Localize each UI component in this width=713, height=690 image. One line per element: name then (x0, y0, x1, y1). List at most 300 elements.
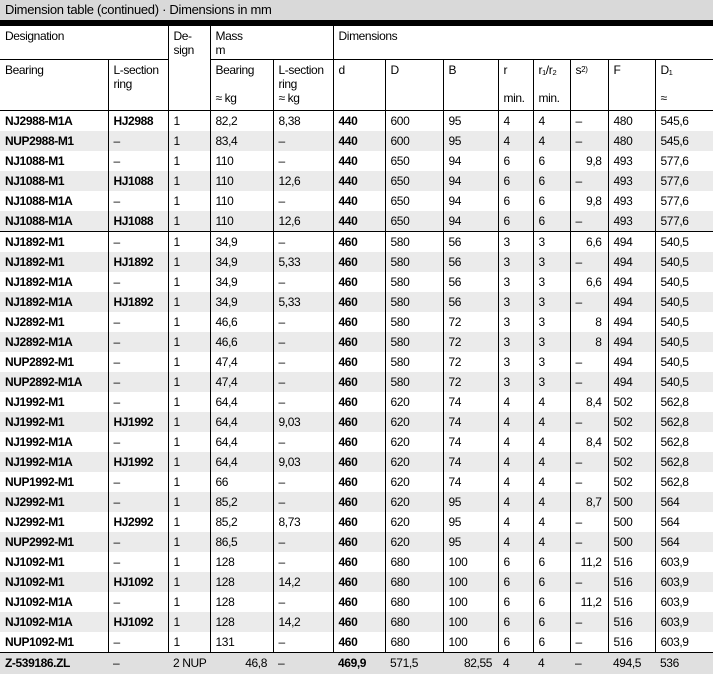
cell-d: 440 (333, 151, 385, 171)
cell-r1r2: 6 (533, 572, 570, 592)
cell-B: 94 (443, 191, 498, 211)
cell-D1: 540,5 (655, 231, 713, 252)
cell-D1: 540,5 (655, 372, 713, 392)
cell-bearing: NJ2892-M1A (5, 334, 73, 349)
cell-B: 72 (443, 352, 498, 372)
cell-s: – (570, 512, 608, 532)
cell-bearing: NJ1892-M1 (0, 231, 108, 252)
cell-mass-lsection: – (273, 312, 333, 332)
cell-D: 680 (385, 632, 443, 653)
cell-mass-lsection: 14,2 (273, 612, 333, 632)
cell-B: 74 (443, 412, 498, 432)
cell-lsection: – (108, 392, 168, 412)
cell-bearing: NUP2892-M1A (5, 374, 82, 389)
cell-bearing: NUP2988-M1 (5, 133, 74, 148)
cell-r1r2: 4 (533, 412, 570, 432)
cell-s: – (570, 472, 608, 492)
label: L-section ring (278, 62, 324, 91)
cell-r1r2: 3 (533, 252, 570, 272)
cell-bearing: NJ2992-M1 (5, 494, 65, 509)
cell-mass-lsection: 9,03 (273, 452, 333, 472)
cell-bearing: NJ1088-M1A (5, 193, 73, 208)
cell-mass-lsection: 5,33 (273, 292, 333, 312)
cell-s: 11,2 (570, 592, 608, 612)
cell-mass-lsection: – (273, 392, 333, 412)
cell-D1: 540,5 (655, 272, 713, 292)
cell-design: 1 (168, 272, 210, 292)
cell-mass-lsection: – (273, 652, 333, 674)
cell-D: 580 (385, 332, 443, 352)
cell-s: – (570, 352, 608, 372)
cell-mass-lsection: 9,03 (273, 412, 333, 432)
cell-r: 4 (498, 412, 533, 432)
cell-s: 9,8 (570, 191, 608, 211)
cell-r1r2: 4 (533, 432, 570, 452)
cell-s: – (570, 292, 608, 312)
cell-design: 1 (168, 552, 210, 572)
cell-design: 1 (168, 432, 210, 452)
cell-r: 6 (498, 572, 533, 592)
cell-d: 460 (333, 432, 385, 452)
cell-d: 460 (333, 532, 385, 552)
cell-lsection: HJ1892 (108, 252, 168, 272)
cell-lsection: – (108, 532, 168, 552)
cell-r1r2: 4 (533, 492, 570, 512)
cell-design: 1 (168, 352, 210, 372)
table-title (0, 0, 713, 20)
cell-mass-bearing: 128 (210, 592, 273, 612)
cell-lsection: HJ1092 (108, 612, 168, 632)
cell-mass-lsection: – (273, 632, 333, 653)
cell-mass-bearing: 131 (210, 632, 273, 653)
cell-F: 494 (608, 272, 655, 292)
cell-d: 460 (333, 552, 385, 572)
cell-design: 1 (168, 332, 210, 352)
cell-D1: 562,8 (655, 392, 713, 412)
cell-D1: 545,6 (655, 110, 713, 131)
cell-lsection: – (108, 312, 168, 332)
cell-design: 1 (168, 292, 210, 312)
cell-D1: 540,5 (655, 352, 713, 372)
cell-r: 4 (498, 472, 533, 492)
cell-F: 494 (608, 352, 655, 372)
cell-bearing: NJ1992-M1A (5, 454, 73, 469)
cell-D: 580 (385, 372, 443, 392)
cell-B: 56 (443, 292, 498, 312)
cell-design: 1 (168, 532, 210, 552)
cell-s: – (570, 652, 608, 674)
cell-s: – (570, 452, 608, 472)
cell-mass-lsection: – (273, 352, 333, 372)
table-row (0, 592, 713, 612)
cell-s: 8 (570, 332, 608, 352)
r-header (498, 59, 533, 110)
cell-bearing: Z-539186.ZL (0, 652, 108, 674)
cell-s: – (570, 632, 608, 653)
cell-mass-lsection: – (273, 131, 333, 151)
cell-D: 580 (385, 352, 443, 372)
cell-mass-bearing: 128 (210, 572, 273, 592)
cell-design: 1 (168, 452, 210, 472)
cell-mass-lsection: – (273, 472, 333, 492)
table-row (0, 612, 713, 632)
cell-s: – (570, 171, 608, 191)
cell-lsection: – (108, 231, 168, 252)
cell-lsection: – (108, 372, 168, 392)
cell-D1: 540,5 (655, 312, 713, 332)
cell-mass-bearing: 34,9 (210, 252, 273, 272)
d-header: d (333, 59, 385, 110)
cell-r: 4 (498, 432, 533, 452)
cell-design: 1 (168, 612, 210, 632)
cell-mass-bearing: 64,4 (210, 452, 273, 472)
label: s (575, 62, 582, 77)
cell-d: 460 (333, 472, 385, 492)
cell-design: 1 (168, 171, 210, 191)
cell-B: 100 (443, 552, 498, 572)
cell-r1r2: 6 (533, 171, 570, 191)
cell-D: 620 (385, 472, 443, 492)
cell-design: 1 (168, 110, 210, 131)
cell-D: 680 (385, 552, 443, 572)
cell-bearing: NJ1088-M1A (5, 213, 73, 228)
cell-mass-bearing: 110 (210, 151, 273, 171)
cell-mass-lsection: – (273, 372, 333, 392)
cell-design: 1 (168, 512, 210, 532)
D-header: D (385, 59, 443, 110)
cell-bearing: NUP1992-M1 (5, 474, 74, 489)
table-row (0, 272, 713, 292)
cell-mass-lsection: – (273, 432, 333, 452)
cell-d: 440 (333, 191, 385, 211)
cell-d: 440 (333, 110, 385, 131)
cell-r1r2: 3 (533, 352, 570, 372)
cell-B: 72 (443, 372, 498, 392)
cell-F: 494 (608, 372, 655, 392)
cell-D: 650 (385, 191, 443, 211)
table-row (0, 131, 713, 151)
cell-design: 1 (168, 632, 210, 653)
cell-bearing: NJ1992-M1A (5, 434, 73, 449)
title-bold: Dimension table (5, 2, 94, 17)
cell-r1r2: 3 (533, 332, 570, 352)
cell-s: 8 (570, 312, 608, 332)
cell-d: 460 (333, 392, 385, 412)
cell-mass-bearing: 85,2 (210, 492, 273, 512)
cell-lsection: – (108, 632, 168, 653)
mass-lsection-header (273, 59, 333, 110)
cell-B: 95 (443, 512, 498, 532)
cell-F: 500 (608, 492, 655, 512)
cell-d: 460 (333, 292, 385, 312)
cell-D: 620 (385, 432, 443, 452)
cell-s: 6,6 (570, 231, 608, 252)
cell-B: 56 (443, 231, 498, 252)
cell-D1: 564 (655, 512, 713, 532)
table-row (0, 392, 713, 412)
cell-D1: 603,9 (655, 572, 713, 592)
cell-F: 500 (608, 532, 655, 552)
cell-design: 1 (168, 252, 210, 272)
cell-mass-lsection: 14,2 (273, 572, 333, 592)
cell-D: 620 (385, 412, 443, 432)
cell-r: 3 (498, 292, 533, 312)
cell-r1r2: 6 (533, 632, 570, 653)
cell-bearing: NJ1992-M1 (5, 414, 65, 429)
cell-design: 1 (168, 492, 210, 512)
cell-s: 8,4 (570, 392, 608, 412)
cell-D: 680 (385, 572, 443, 592)
cell-mass-lsection: – (273, 191, 333, 211)
cell-B: 100 (443, 632, 498, 653)
cell-mass-lsection: – (273, 151, 333, 171)
cell-B: 72 (443, 312, 498, 332)
cell-d: 460 (333, 412, 385, 432)
cell-mass-bearing: 86,5 (210, 532, 273, 552)
table-row (0, 492, 713, 512)
cell-F: 494 (608, 312, 655, 332)
cell-lsection: – (108, 652, 168, 674)
cell-D: 571,5 (385, 652, 443, 674)
cell-s: 6,6 (570, 272, 608, 292)
cell-lsection: HJ1992 (108, 412, 168, 432)
cell-B: 74 (443, 392, 498, 412)
cell-mass-lsection: 8,38 (273, 110, 333, 131)
label: r₁/r₂ (538, 62, 557, 77)
table-row (0, 231, 713, 252)
cell-D: 620 (385, 512, 443, 532)
cell-r: 4 (498, 110, 533, 131)
min: min. (538, 90, 560, 105)
cell-D1: 564 (655, 532, 713, 552)
cell-bearing: NJ1088-M1 (5, 173, 65, 188)
cell-mass-bearing: 128 (210, 552, 273, 572)
table-row (0, 332, 713, 352)
cell-s: – (570, 612, 608, 632)
cell-s: – (570, 412, 608, 432)
cell-B: 95 (443, 110, 498, 131)
cell-lsection: – (108, 272, 168, 292)
cell-r1r2: 6 (533, 151, 570, 171)
table-row (0, 552, 713, 572)
cell-D: 580 (385, 272, 443, 292)
cell-mass-bearing: 34,9 (210, 292, 273, 312)
design-header: De- sign (168, 26, 210, 110)
title-rest: (continued) · Dimensions in mm (93, 2, 272, 17)
cell-B: 56 (443, 252, 498, 272)
cell-mass-bearing: 34,9 (210, 231, 273, 252)
cell-bearing: NJ1092-M1 (5, 554, 65, 569)
cell-mass-lsection: – (273, 332, 333, 352)
designation-header: Designation (0, 26, 168, 59)
mass-label: Mass (215, 29, 243, 43)
cell-B: 74 (443, 432, 498, 452)
cell-mass-bearing: 64,4 (210, 412, 273, 432)
cell-r1r2: 6 (533, 592, 570, 612)
table-row (0, 171, 713, 191)
cell-mass-bearing: 64,4 (210, 392, 273, 412)
cell-F: 494 (608, 231, 655, 252)
cell-F: 494 (608, 332, 655, 352)
F-header: F (608, 59, 655, 110)
cell-D1: 603,9 (655, 552, 713, 572)
cell-D: 650 (385, 171, 443, 191)
cell-r1r2: 3 (533, 312, 570, 332)
cell-s: 8,7 (570, 492, 608, 512)
cell-D1: 564 (655, 492, 713, 512)
cell-mass-bearing: 128 (210, 612, 273, 632)
approx: ≈ (660, 90, 667, 105)
s-header (570, 59, 608, 110)
cell-r: 6 (498, 211, 533, 232)
cell-r1r2: 6 (533, 191, 570, 211)
table-row (0, 632, 713, 653)
cell-d: 460 (333, 512, 385, 532)
cell-D1: 545,6 (655, 131, 713, 151)
cell-d: 460 (333, 572, 385, 592)
cell-F: 502 (608, 432, 655, 452)
bearing-header: Bearing (0, 59, 108, 110)
cell-mass-bearing: 64,4 (210, 432, 273, 452)
footer-row (0, 652, 713, 674)
cell-design: 1 (168, 412, 210, 432)
cell-mass-bearing: 46,8 (210, 652, 273, 674)
table-row (0, 352, 713, 372)
table-row (0, 151, 713, 171)
cell-B: 100 (443, 592, 498, 612)
table-row (0, 532, 713, 552)
cell-mass-lsection: 8,73 (273, 512, 333, 532)
cell-lsection: – (108, 492, 168, 512)
D1-header (655, 59, 713, 110)
cell-F: 502 (608, 412, 655, 432)
cell-r1r2: 3 (533, 292, 570, 312)
cell-mass-lsection: 12,6 (273, 211, 333, 232)
cell-d: 460 (333, 352, 385, 372)
cell-lsection: – (108, 432, 168, 452)
cell-d: 460 (333, 632, 385, 653)
cell-bearing: NJ1892-M1 (5, 254, 65, 269)
cell-mass-lsection: – (273, 231, 333, 252)
cell-B: 94 (443, 171, 498, 191)
cell-mass-bearing: 82,2 (210, 110, 273, 131)
cell-mass-lsection: – (273, 592, 333, 612)
cell-r1r2: 4 (533, 652, 570, 674)
cell-F: 494 (608, 252, 655, 272)
cell-F: 516 (608, 572, 655, 592)
cell-B: 95 (443, 532, 498, 552)
cell-bearing: NJ1092-M1 (5, 574, 65, 589)
cell-s: 8,4 (570, 432, 608, 452)
cell-D: 650 (385, 151, 443, 171)
cell-s: – (570, 110, 608, 131)
cell-mass-bearing: 83,4 (210, 131, 273, 151)
cell-D1: 577,6 (655, 191, 713, 211)
cell-mass-bearing: 46,6 (210, 312, 273, 332)
cell-r: 3 (498, 372, 533, 392)
cell-B: 82,55 (443, 652, 498, 674)
cell-B: 95 (443, 131, 498, 151)
cell-r1r2: 6 (533, 612, 570, 632)
mass-symbol: m (215, 43, 226, 57)
cell-d: 460 (333, 452, 385, 472)
table-row (0, 110, 713, 131)
cell-D: 600 (385, 131, 443, 151)
cell-lsection: HJ1092 (108, 572, 168, 592)
cell-d: 440 (333, 131, 385, 151)
cell-d: 460 (333, 492, 385, 512)
cell-lsection: – (108, 552, 168, 572)
cell-r: 4 (498, 532, 533, 552)
cell-mass-bearing: 34,9 (210, 272, 273, 292)
cell-D: 650 (385, 211, 443, 232)
cell-r: 3 (498, 312, 533, 332)
cell-s: 9,8 (570, 151, 608, 171)
min: min. (503, 90, 525, 105)
cell-bearing: NUP2992-M1 (5, 534, 74, 549)
cell-mass-lsection: – (273, 552, 333, 572)
cell-F: 493 (608, 211, 655, 232)
r1r2-header (533, 59, 570, 110)
cell-d: 460 (333, 252, 385, 272)
cell-D1: 536 (655, 652, 713, 674)
cell-mass-bearing: 47,4 (210, 372, 273, 392)
cell-D1: 577,6 (655, 151, 713, 171)
cell-r: 4 (498, 392, 533, 412)
cell-r: 3 (498, 332, 533, 352)
cell-lsection: HJ1892 (108, 292, 168, 312)
cell-D: 680 (385, 612, 443, 632)
cell-B: 100 (443, 572, 498, 592)
cell-design: 1 (168, 151, 210, 171)
cell-B: 56 (443, 272, 498, 292)
cell-lsection: – (108, 472, 168, 492)
cell-B: 100 (443, 612, 498, 632)
cell-bearing: NJ2992-M1 (5, 514, 65, 529)
cell-design: 2 NUP (168, 652, 210, 674)
mass-header (210, 26, 333, 59)
cell-D: 580 (385, 312, 443, 332)
cell-lsection: – (108, 191, 168, 211)
cell-r: 6 (498, 171, 533, 191)
cell-D1: 577,6 (655, 211, 713, 232)
label: r (503, 62, 508, 77)
table-row (0, 372, 713, 392)
cell-bearing: NJ1092-M1A (5, 594, 73, 609)
cell-B: 94 (443, 151, 498, 171)
cell-bearing: NJ2988-M1A (5, 113, 73, 128)
cell-design: 1 (168, 231, 210, 252)
cell-F: 480 (608, 131, 655, 151)
cell-D1: 603,9 (655, 592, 713, 612)
cell-D: 600 (385, 110, 443, 131)
table-row (0, 312, 713, 332)
cell-F: 516 (608, 592, 655, 612)
cell-design: 1 (168, 312, 210, 332)
cell-D1: 540,5 (655, 332, 713, 352)
cell-D: 620 (385, 452, 443, 472)
cell-lsection: HJ2988 (108, 110, 168, 131)
table-row (0, 572, 713, 592)
cell-r1r2: 4 (533, 131, 570, 151)
cell-r: 3 (498, 231, 533, 252)
table-row (0, 472, 713, 492)
cell-bearing: NJ1892-M1A (5, 294, 73, 309)
cell-bearing: NJ1092-M1A (5, 614, 73, 629)
cell-F: 500 (608, 512, 655, 532)
cell-mass-lsection: – (273, 532, 333, 552)
cell-bearing: NUP1092-M1 (5, 634, 74, 649)
